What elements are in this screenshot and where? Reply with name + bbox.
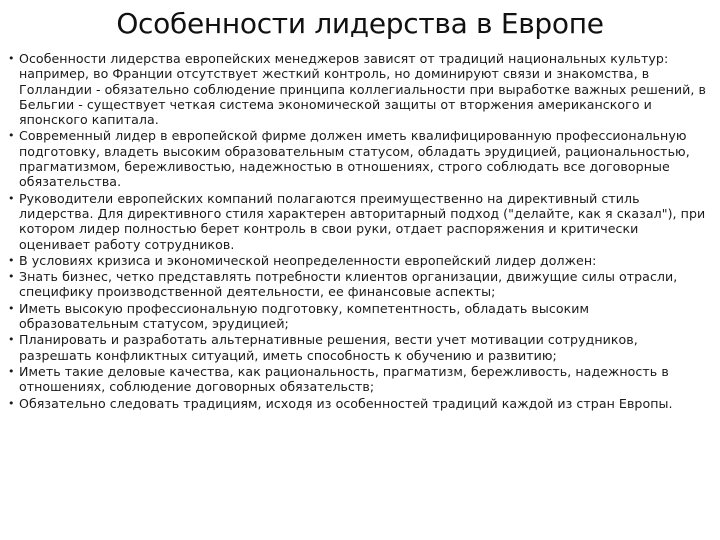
bullet-dot-icon: •: [8, 364, 15, 378]
bullet-dot-icon: •: [8, 396, 15, 410]
bullet-item: [8, 51, 708, 127]
bullet-list: [8, 51, 708, 412]
bullet-item: [8, 364, 708, 395]
slide-title: Особенности лидерства в Европе: [116, 7, 604, 40]
bullet-text: Знать бизнес, четко представлять потребности клиентов организации, движущие силы отрасли, специфику производственной деятельности, ее финансовые аспекты;: [19, 269, 678, 300]
bullet-item: [8, 332, 708, 363]
bullet-dot-icon: •: [8, 253, 15, 267]
bullet-item: [8, 128, 708, 189]
bullet-text: Особенности лидерства европейских менеджеров зависят от традиций национальных культур: например, во Франции отсутствует жесткий контроль, но доминируют связи и знакомства, в Голландии - обязательно соблюдение принципа коллегиальности при выработке важных решений, в Бельгии - существует четкая система экономической защиты от вторжения американского и японского капитала.: [19, 51, 706, 128]
bullet-text: Обязательно следовать традициям, исходя из особенностей традиций каждой из стран Европы.: [19, 395, 673, 411]
bullet-dot-icon: •: [8, 333, 15, 347]
bullet-dot-icon: •: [8, 301, 15, 315]
bullet-dot-icon: •: [8, 129, 15, 143]
bullet-text: Современный лидер в европейской фирме должен иметь квалифицированную профессиональную подготовку, владеть высоким образовательным статусом, обладать эрудицией, рациональностью, прагматизмом, бережливостью, надежностью в отношениях, строго соблюдать все договорные обязательства.: [19, 128, 690, 190]
bullet-text: Иметь такие деловые качества, как рациональность, прагматизм, бережливость, надежность в отношениях, соблюдение договорных обязательств;: [19, 363, 669, 395]
bullet-item: [8, 301, 708, 332]
bullet-item: [8, 191, 708, 252]
bullet-text: В условиях кризиса и экономической неопределенности европейский лидер должен:: [19, 252, 597, 268]
bullet-dot-icon: •: [8, 270, 15, 284]
bullet-item: [8, 396, 708, 411]
bullet-text: Руководители европейских компаний полагаются преимущественно на директивный стиль лидерства. Для директивного стиля характерен авторитарный подход ("делайте, как я сказал"), при котором лидер полностью берет контроль в свои руки, отдает распоряжения и критически оценивает работу сотрудников.: [19, 190, 706, 252]
bullet-text: Планировать и разработать альтернативные решения, вести учет мотивации сотрудников, разрешать конфликтных ситуаций, иметь способность к обучению и развитию;: [19, 332, 638, 363]
bullet-dot-icon: •: [8, 52, 15, 65]
bullet-item: [8, 269, 708, 300]
bullet-item: [8, 253, 708, 268]
bullet-text: Иметь высокую профессиональную подготовку, компетентность, обладать высоким образовательным статусом, эрудицией;: [19, 300, 590, 332]
bullet-dot-icon: •: [8, 191, 15, 205]
